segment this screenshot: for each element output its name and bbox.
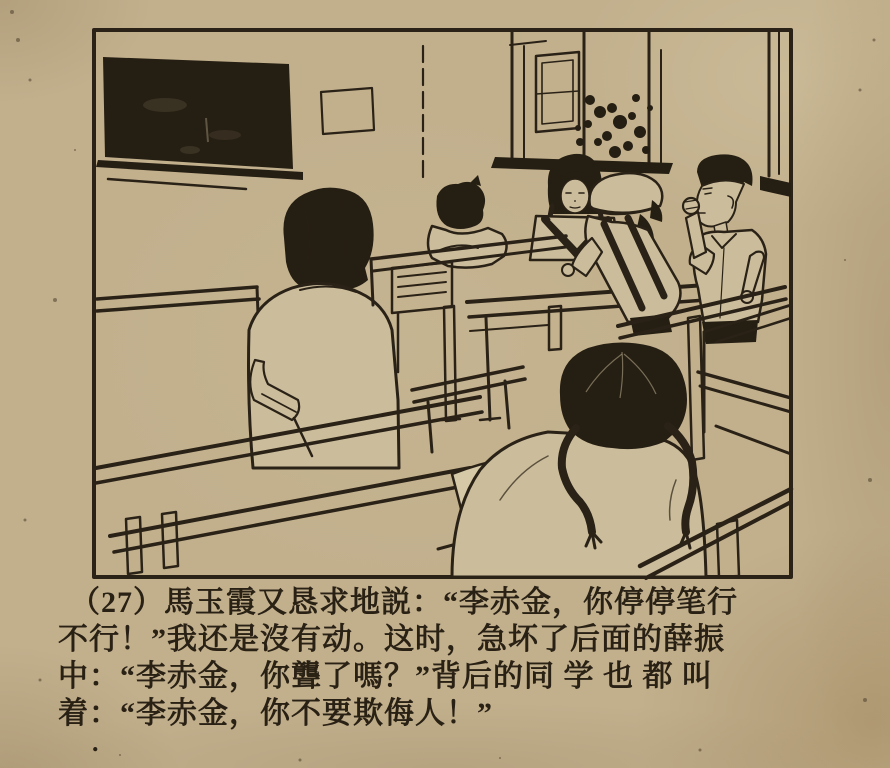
small-bench (412, 367, 525, 452)
caption-line-4: 着：“李赤金，你不要欺侮人！” (58, 697, 493, 730)
caption (58, 584, 870, 732)
student-leaning-boy (428, 175, 507, 268)
caption-line-3: 中：“李赤金，你聾了嗎？”背后的同 学 也 都 叫 (58, 660, 713, 693)
window (491, 32, 673, 174)
student-foreground-braided-girl (452, 342, 706, 577)
foliage (575, 94, 653, 158)
wall-poster (321, 88, 374, 134)
wall-pillar (760, 32, 791, 197)
caption-line-2: 不行！”我还是沒有动。这时，急坏了后面的薛振 (58, 623, 725, 656)
caption-trailing-mark: . (92, 728, 99, 757)
hair (560, 342, 687, 449)
face (694, 180, 745, 226)
hair (283, 188, 373, 295)
caption-line-1: （27）馬玉霞又恳求地説：“李赤金，你停停笔行 (70, 586, 738, 619)
blackboard (96, 57, 303, 189)
left-desk (97, 287, 259, 341)
